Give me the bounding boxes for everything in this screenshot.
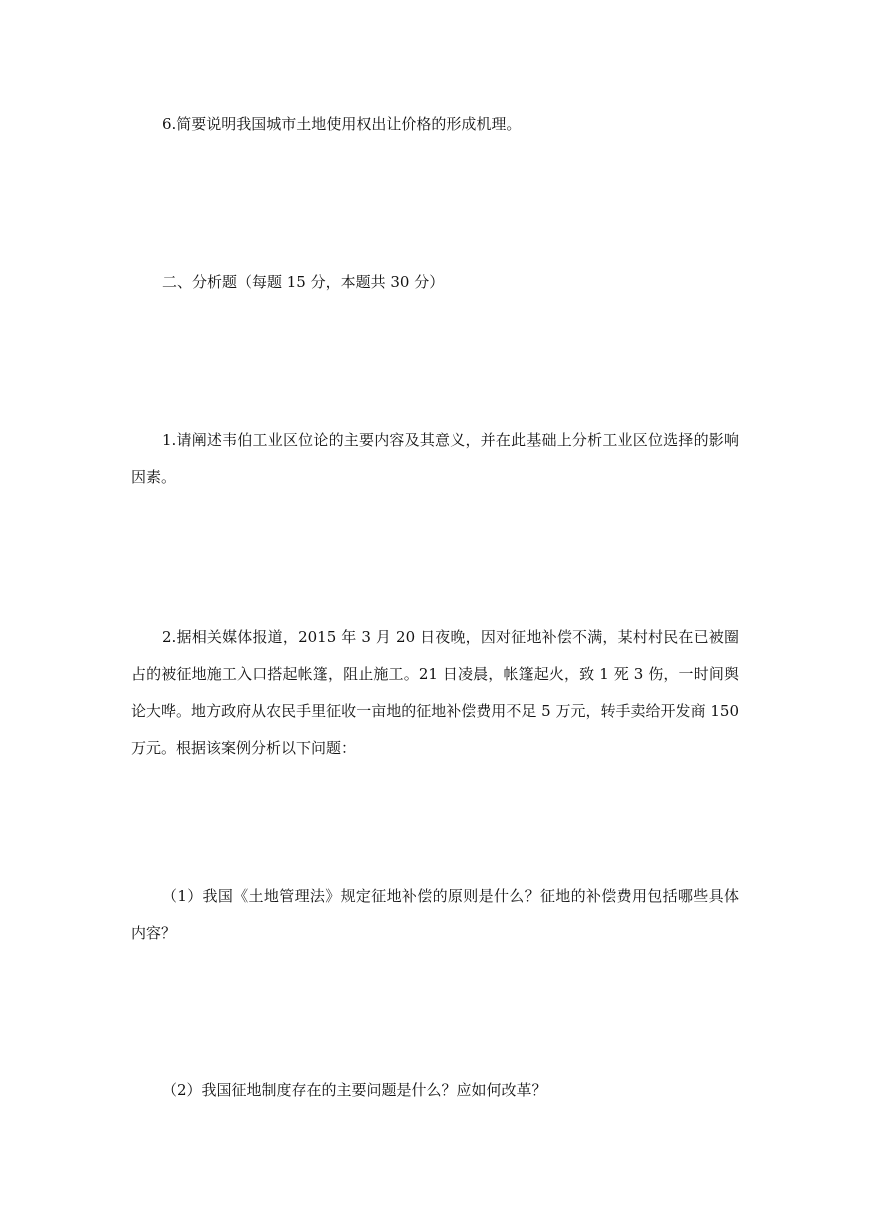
analysis-question-2: 2.据相关媒体报道，2015 年 3 月 20 日夜晚，因对征地补偿不满，某村村民在已被圈占的被征地施工入口搭起帐篷，阻止施工。21 日凌晨，帐篷起火，致 1 死 3 伤，一时间舆论大哗。地方政府从农民手里征收一亩地的征地补偿费用不足 5 万元，转手卖给开发商 150 万元。根据该案例分析以下问题：	[131, 628, 739, 757]
sub-question-1: （1）我国《土地管理法》规定征地补偿的原则是什么？征地的补偿费用包括哪些具体内容？	[131, 887, 739, 942]
sub-question-2: （2）我国征地制度存在的主要问题是什么？应如何改革？	[162, 1081, 547, 1099]
question-6: 6.简要说明我国城市土地使用权出让价格的形成机理。	[162, 115, 522, 133]
analysis-question-1: 1.请阐述韦伯工业区位论的主要内容及其意义，并在此基础上分析工业区位选择的影响因素。	[131, 431, 739, 486]
section-2-heading: 二、分析题（每题 15 分，本题共 30 分）	[162, 273, 445, 291]
